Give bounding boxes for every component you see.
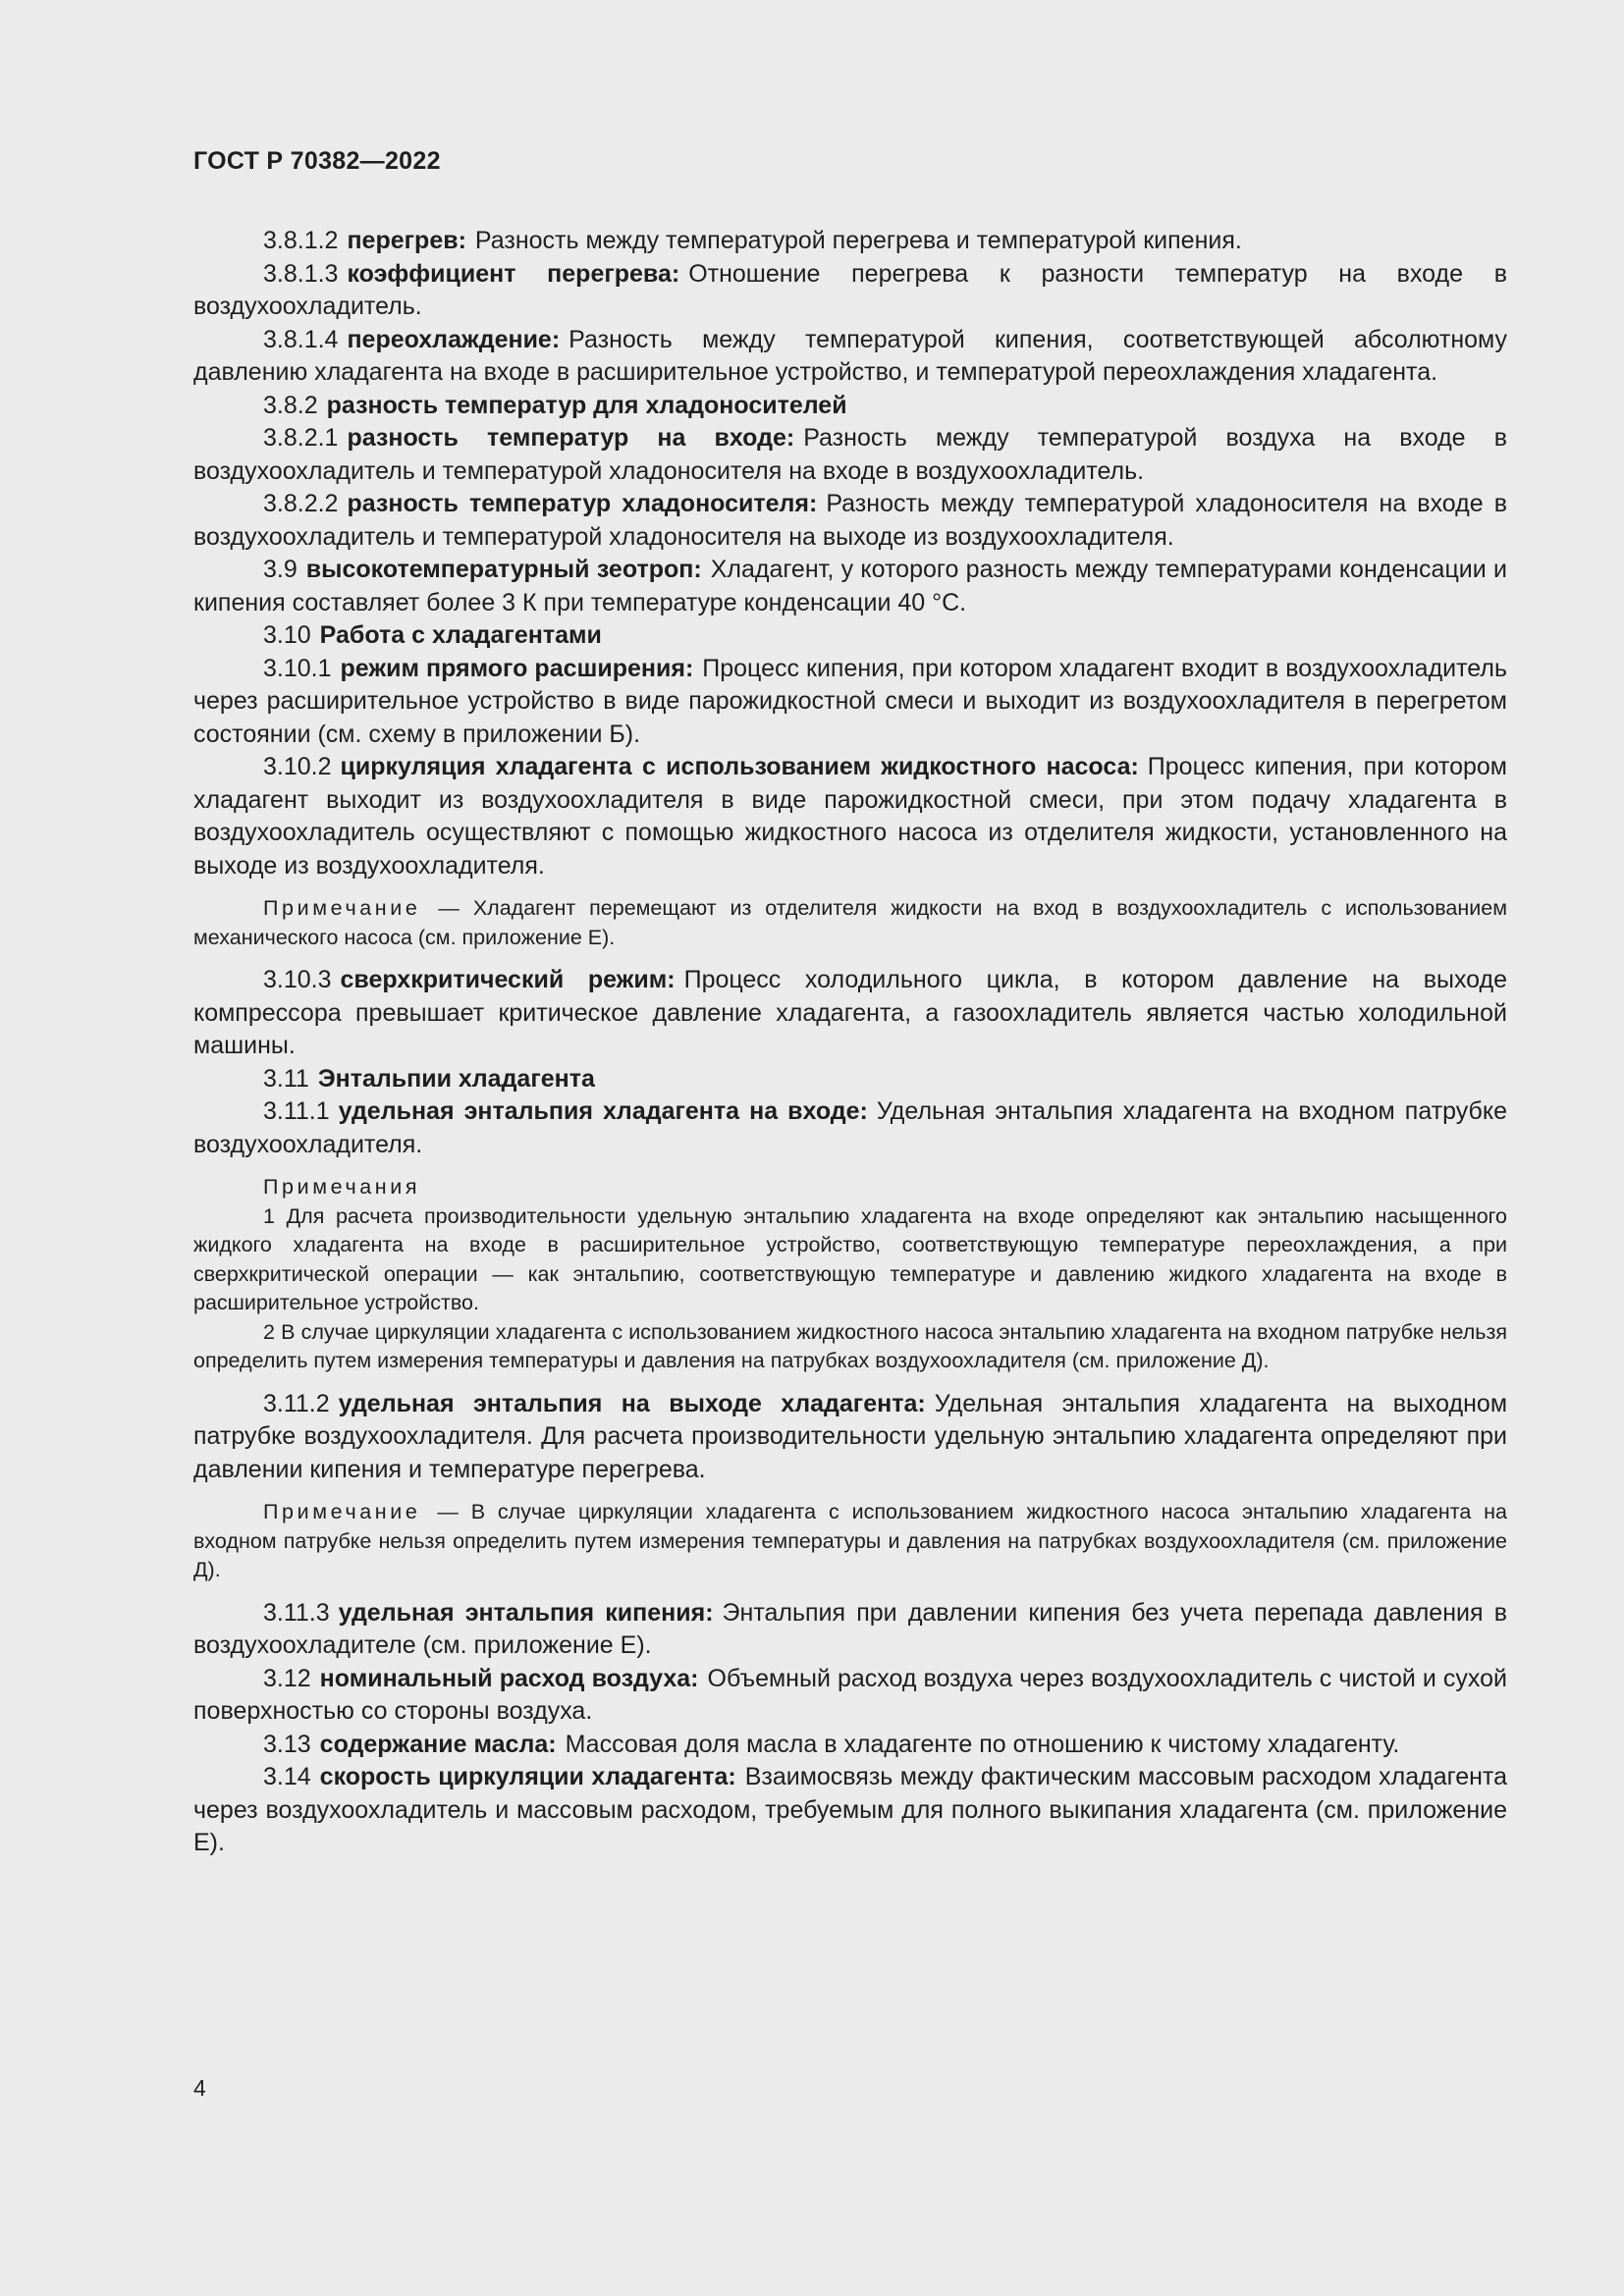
- clause-term: разность температур хладоносителя:: [347, 490, 818, 517]
- note-text: 2 В случае циркуляции хладагента с использованием жидкостного насоса энтальпию хладагента на входном патрубке нельзя определить путем измерения температуры и давления на патрубках воздухоохладителя (см. приложение Д).: [193, 1319, 1507, 1372]
- clause-3-8-2-1: [193, 422, 1507, 488]
- clause-3-8-2-2: [193, 488, 1507, 554]
- clause-term: номинальный расход воздуха:: [319, 1664, 699, 1692]
- note-text: — В случае циркуляции хладагента с использованием жидкостного насоса энтальпию хладагента на входном патрубке нельзя определить путем измерения температуры и давления на патрубках воздухоохладителя (см. приложение Д).: [193, 1500, 1508, 1581]
- clause-3-9: [193, 554, 1507, 619]
- clause-text: Процесс кипения, при котором хладагент входит в воздухоохладитель через расширительное устройство в виде парожидкостной смеси и выходит из воздухоохладителя в перегретом состоянии (см. схему в приложении Б).: [193, 654, 1507, 748]
- clause-text: Разность между температурой перегрева и температурой кипения.: [474, 227, 1242, 254]
- notes-title-label: Примечания: [263, 1175, 421, 1199]
- clause-3-13: [193, 1729, 1507, 1762]
- clause-number: 3.9: [263, 556, 298, 583]
- clause-3-8-1-4: [193, 324, 1507, 390]
- clause-number: 3.8.2.2: [263, 490, 339, 517]
- clause-number: 3.8.2.1: [263, 424, 339, 452]
- note-text: — Хладагент перемещают из отделителя жидкости на вход в воздухоохладитель с использованием механического насоса (см. приложение Е).: [193, 896, 1507, 949]
- notes-title: [193, 1173, 1507, 1202]
- clause-3-8-2: [193, 390, 1507, 423]
- note-label: Примечание: [263, 1500, 421, 1523]
- clause-text: Процесс кипения, при котором хладагент выходит из воздухоохладителя в виде парожидкостной смеси, при этом подачу хладагента в воздухоохладитель осуществляют с помощью жидкостного насоса из отделителя жидкости, установленного на выходе из воздухоохладителя.: [193, 753, 1507, 880]
- clause-term: разность температур на входе:: [347, 424, 795, 452]
- clause-text: Взаимосвязь между фактическим массовым расходом хладагента через воздухоохладитель и массовым расходом, требуемым для полного выкипания хладагента (см. приложение Е).: [193, 1763, 1507, 1856]
- document-header: ГОСТ Р 70382—2022: [193, 147, 441, 175]
- clause-number: 3.13: [263, 1730, 311, 1758]
- clause-text: Отношение перегрева к разности температур на входе в воздухоохладитель.: [193, 259, 1507, 320]
- clause-3-11: [193, 1063, 1507, 1096]
- note-3-10-2: [193, 894, 1507, 952]
- clause-text: Удельная энтальпия хладагента на входном патрубке воздухоохладителя.: [193, 1097, 1507, 1158]
- clause-3-12: [193, 1663, 1507, 1729]
- clause-text: Разность между температурой воздуха на входе в воздухоохладитель и температурой хладоносителя на входе в воздухоохладитель.: [193, 424, 1507, 485]
- clause-number: 3.8.2: [263, 391, 318, 419]
- clause-text: Массовая доля масла в хладагенте по отношению к чистому хладагенту.: [565, 1730, 1400, 1758]
- document-body: [193, 225, 1507, 1860]
- clause-number: 3.10.1: [263, 654, 332, 682]
- clause-term: Энтальпии хладагента: [317, 1064, 595, 1093]
- note-label: Примечание: [263, 896, 421, 920]
- document-page: [193, 0, 1507, 2296]
- note-1: [193, 1202, 1507, 1318]
- note-3-11-2: [193, 1498, 1507, 1585]
- clause-term: перегрев:: [347, 227, 466, 254]
- clause-3-10-3: [193, 964, 1507, 1063]
- clause-number: 3.8.1.4: [263, 325, 339, 353]
- clause-term: коэффициент перегрева:: [347, 259, 680, 288]
- clause-term: содержание масла:: [319, 1730, 557, 1758]
- clause-3-10-1: [193, 653, 1507, 752]
- clause-text: Удельная энтальпия хладагента на выходном патрубке воздухоохладителя. Для расчета производительности удельную энтальпию хладагента определяют при давлении кипения и температуре перегрева.: [193, 1389, 1508, 1483]
- clause-term: Работа с хладагентами: [319, 621, 602, 649]
- clause-3-11-3: [193, 1597, 1507, 1663]
- clause-text: Процесс холодильного цикла, в котором давление на выходе компрессора превышает критическое давление хладагента, а газоохладитель является частью холодильной машины.: [193, 966, 1508, 1059]
- clause-3-8-1-3: [193, 258, 1507, 324]
- clause-3-10-2: [193, 751, 1507, 882]
- clause-number: 3.8.1.2: [263, 227, 339, 254]
- clause-term: удельная энтальпия кипения:: [338, 1598, 714, 1627]
- clause-term: циркуляция хладагента с использованием жидкостного насоса:: [340, 753, 1139, 780]
- clause-text: Энтальпия при давлении кипения без учета перепада давления в воздухоохладителе (см. приложение Е).: [193, 1598, 1507, 1659]
- note-text: 1 Для расчета производительности удельную энтальпию хладагента на входе определяют как энтальпию насыщенного жидкого хладагента на входе в расширительное устройство, соответствующую температуре переохлаждения, а при сверхкритической операции — как энтальпию, соответствующую температуре и давлению жидкого хладагента на входе в расширительное устройство.: [193, 1203, 1507, 1314]
- note-2: [193, 1318, 1507, 1376]
- clause-number: 3.10.2: [263, 753, 332, 780]
- clause-number: 3.11.1: [263, 1097, 330, 1125]
- clause-term: режим прямого расширения:: [340, 654, 694, 682]
- clause-term: сверхкритический режим:: [340, 966, 676, 993]
- clause-term: удельная энтальпия хладагента на входе:: [338, 1097, 868, 1125]
- clause-number: 3.11: [263, 1064, 309, 1093]
- clause-3-14: [193, 1761, 1507, 1860]
- page-number: 4: [193, 2075, 206, 2101]
- clause-3-8-1-2: [193, 225, 1507, 258]
- clause-3-11-1: [193, 1095, 1507, 1161]
- clause-term: удельная энтальпия на выходе хладагента:: [338, 1389, 926, 1417]
- clause-number: 3.12: [263, 1664, 311, 1692]
- clause-text: Объемный расход воздуха через воздухоохладитель с чистой и сухой поверхностью со стороны воздуха.: [193, 1664, 1507, 1725]
- clause-number: 3.8.1.3: [263, 259, 339, 288]
- clause-3-10: [193, 619, 1507, 653]
- clause-3-11-2: [193, 1388, 1507, 1487]
- clause-term: скорость циркуляции хладагента:: [319, 1763, 736, 1790]
- clause-text: Хладагент, у которого разность между температурами конденсации и кипения составляет более 3 К при температуре конденсации 40 °С.: [193, 556, 1507, 616]
- clause-number: 3.11.3: [263, 1598, 330, 1627]
- clause-number: 3.11.2: [263, 1389, 330, 1417]
- clause-number: 3.14: [263, 1763, 311, 1790]
- clause-text: Разность между температурой кипения, соответствующей абсолютному давлению хладагента на входе в расширительное устройство, и температурой переохлаждения хладагента.: [193, 325, 1507, 386]
- clause-number: 3.10.3: [263, 966, 332, 993]
- clause-text: Разность между температурой хладоносителя на входе в воздухоохладитель и температурой хладоносителя на выходе из воздухоохладителя.: [193, 490, 1507, 551]
- clause-term: разность температур для хладоносителей: [326, 391, 847, 419]
- clause-term: переохлаждение:: [347, 325, 561, 353]
- clause-term: высокотемпературный зеотроп:: [305, 556, 702, 583]
- clause-number: 3.10: [263, 621, 311, 649]
